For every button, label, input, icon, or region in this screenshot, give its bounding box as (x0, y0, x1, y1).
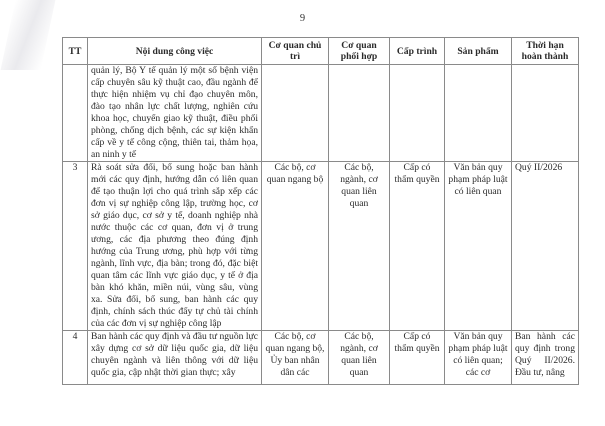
cell-content: Rà soát sửa đổi, bổ sung hoặc ban hành mới các quy định, hướng dẫn có liên quan để tạo thuận lợi cho quá trình sắp xếp các đơn vị sự nghiệp công lập, trường học, cơ sở giáo dục, cơ sở y tế, doanh nghiệp nhà nước thuộc các cơ quan, đơn vị ở trung ương, các địa phương theo đúng định hướng của Trung ương, phù hợp với từng ngành, lĩnh vực, địa bàn; trong đó, đặc biệt quan tâm các lĩnh vực giáo dục, y tế ở địa bàn khó khăn, miền núi, vùng sâu, vùng xa. Sửa đổi, bổ sung, ban hành các quy định, chính sách thúc đẩy tự chủ tài chính của các đơn vị sự nghiệp công lập (88, 162, 262, 331)
table-row (63, 331, 579, 385)
cell-product: Văn bản quy phạm pháp luật có liên quan (445, 162, 512, 331)
cell-lead-agency (262, 65, 329, 162)
cell-product (445, 65, 512, 162)
cell-tt (63, 65, 88, 162)
cell-deadline: Quý II/2026 (512, 162, 579, 331)
page-number: 9 (299, 13, 306, 24)
cell-submission-level (390, 331, 445, 385)
cell-deadline-text: Ban hành các quy định trong Quý II/2026. Đầu tư, nâng (515, 331, 575, 378)
cell-tt: 3 (63, 162, 88, 331)
cell-lead-agency (262, 331, 329, 385)
header-coordinating-agency: Cơ quan phối hợp (329, 38, 390, 65)
scan-artifact (1, 0, 56, 70)
cell-content (88, 331, 262, 385)
header-product: Sản phẩm (445, 38, 512, 65)
cell-deadline (512, 65, 579, 162)
cell-product-text: Văn bản quy phạm pháp luật có liên quan; các cơ (448, 331, 508, 378)
cell-submission-level: Cấp có thẩm quyền (390, 162, 445, 331)
cell-product (445, 331, 512, 385)
cell-tt (63, 331, 88, 385)
table-row (63, 65, 579, 162)
cell-lead-agency-text: Các bộ, cơ quan ngang bộ, Ủy ban nhân dân các (265, 331, 325, 378)
task-table (62, 37, 579, 385)
cell-content: quản lý, Bộ Y tế quản lý một số bệnh viện cấp chuyên sâu kỹ thuật cao, đầu ngành để thực hiện nhiệm vụ chỉ đạo chuyên môn, đào tạo nhân lực chất lượng, nghiên cứu khoa học, chuyển giao kỹ thuật, điều phối phòng, chống dịch bệnh, các sự kiện khẩn cấp về y tế công cộng, thiên tai, thảm họa, an ninh y tế (88, 65, 262, 162)
cell-submission-level (390, 65, 445, 162)
header-submission-level: Cấp trình (390, 38, 445, 65)
cell-coordinating-agency (329, 331, 390, 385)
table-header-row (63, 38, 579, 65)
header-lead-agency: Cơ quan chủ trì (262, 38, 329, 65)
cell-content-text: Ban hành các quy định và đầu tư nguồn lực xây dựng cơ sở dữ liệu quốc gia, dữ liệu chuyên ngành và liên thông với dữ liệu quốc gia, cập nhật thời gian thực; xây (91, 331, 258, 378)
cell-deadline (512, 331, 579, 385)
header-content: Nội dung công việc (88, 38, 262, 65)
cell-coordinating-agency: Các bộ, ngành, cơ quan liên quan (329, 162, 390, 331)
header-tt: TT (63, 38, 88, 65)
cell-coordinating-agency-text: Các bộ, ngành, cơ quan liên quan (340, 331, 378, 378)
cell-submission-level-text: Cấp có thẩm quyền (394, 331, 440, 354)
table-row (63, 162, 579, 331)
cell-tt-text: 4 (72, 331, 78, 342)
header-deadline: Thời hạn hoàn thành (512, 38, 579, 65)
cell-lead-agency: Các bộ, cơ quan ngang bộ (262, 162, 329, 331)
cell-coordinating-agency (329, 65, 390, 162)
